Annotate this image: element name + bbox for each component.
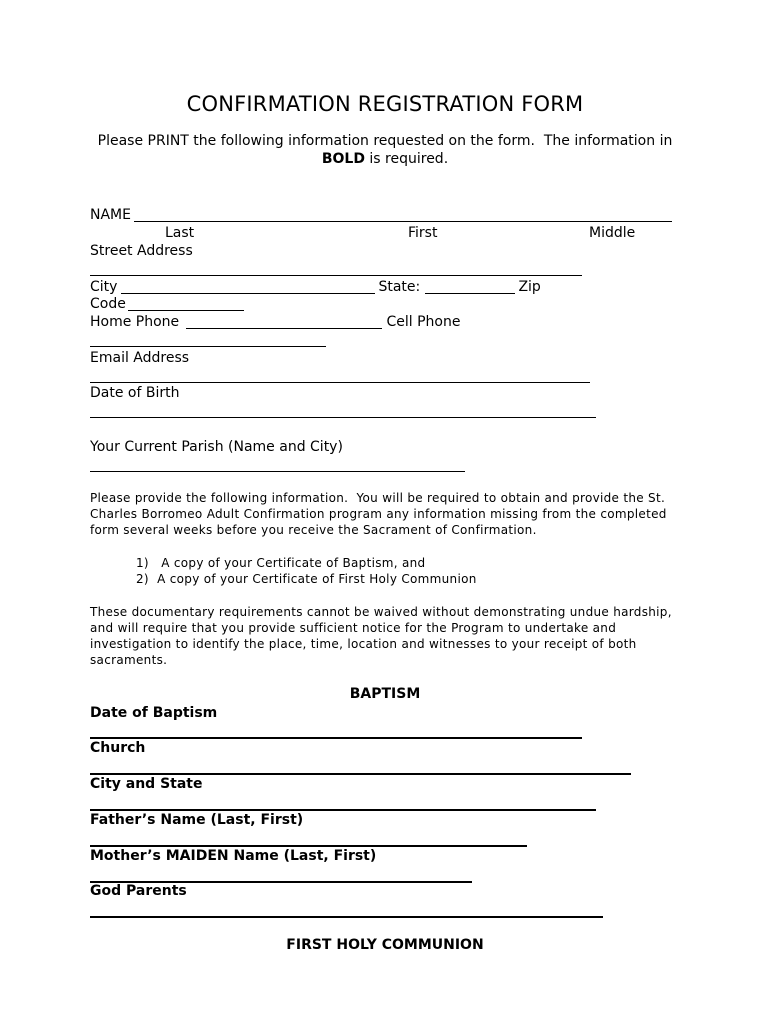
requirement-item-1: 1) A copy of your Certificate of Baptism, and xyxy=(136,556,426,570)
info-paragraph-1-line-2: Charles Borromeo Adult Confirmation program any information missing from the completed xyxy=(90,507,667,521)
baptism-city-state-field[interactable] xyxy=(90,809,596,811)
date-of-birth-field[interactable] xyxy=(90,417,596,418)
email-label: Email Address xyxy=(90,350,190,366)
name-label: NAME xyxy=(90,207,131,223)
date-of-birth-label: Date of Birth xyxy=(90,385,180,401)
city-label: City xyxy=(90,279,118,295)
state-label: State: xyxy=(374,279,425,295)
home-phone-field[interactable] xyxy=(186,328,382,329)
current-parish-label: Your Current Parish (Name and City) xyxy=(90,439,343,455)
cell-phone-field[interactable] xyxy=(90,346,326,347)
intro-required-text: is required. xyxy=(364,151,449,167)
god-parents-field[interactable] xyxy=(90,916,603,918)
god-parents-label: God Parents xyxy=(90,883,187,899)
intro-line-1: Please PRINT the following information requested on the form. The information in xyxy=(97,133,673,149)
baptism-heading: BAPTISM xyxy=(349,686,421,702)
intro-bold-word: BOLD xyxy=(321,151,365,167)
zip-code-field[interactable] xyxy=(128,310,244,311)
baptism-date-label: Date of Baptism xyxy=(90,705,218,721)
baptism-date-field[interactable] xyxy=(90,737,582,739)
page-title: CONFIRMATION REGISTRATION FORM xyxy=(186,92,584,116)
baptism-church-field[interactable] xyxy=(90,773,631,775)
info-paragraph-1-line-1: Please provide the following information. You will be required to obtain and provide the St. xyxy=(90,491,666,505)
city-field[interactable] xyxy=(121,293,375,294)
name-sublabel-middle: Middle xyxy=(589,225,636,241)
name-sublabel-first: First xyxy=(408,225,438,241)
zip-code-label: Code xyxy=(90,296,126,312)
first-holy-communion-heading: FIRST HOLY COMMUNION xyxy=(286,937,484,953)
mother-maiden-name-label: Mother’s MAIDEN Name (Last, First) xyxy=(90,848,377,864)
cell-phone-label: Cell Phone xyxy=(382,314,461,330)
home-phone-label: Home Phone xyxy=(90,314,184,330)
info-paragraph-2-line-4: sacraments. xyxy=(90,653,168,667)
street-address-field[interactable] xyxy=(90,275,582,276)
name-field[interactable] xyxy=(134,221,672,222)
info-paragraph-2-line-2: and will require that you provide sufficient notice for the Program to undertake and xyxy=(90,621,617,635)
intro-line-2 xyxy=(90,151,680,167)
state-field[interactable] xyxy=(425,293,515,294)
requirement-item-2: 2) A copy of your Certificate of First Holy Communion xyxy=(136,572,477,586)
name-sublabel-last: Last xyxy=(165,225,195,241)
father-name-field[interactable] xyxy=(90,845,527,847)
street-address-label: Street Address xyxy=(90,243,193,259)
email-field[interactable] xyxy=(90,382,590,383)
zip-label: Zip xyxy=(514,279,541,295)
baptism-city-state-label: City and State xyxy=(90,776,203,792)
current-parish-field[interactable] xyxy=(90,471,465,472)
info-paragraph-2-line-1: These documentary requirements cannot be waived without demonstrating undue hardship, xyxy=(90,605,672,619)
baptism-church-label: Church xyxy=(90,740,146,756)
father-name-label: Father’s Name (Last, First) xyxy=(90,812,304,828)
info-paragraph-2-line-3: investigation to identify the place, time, location and witnesses to your receipt of both xyxy=(90,637,637,651)
info-paragraph-1-line-3: form several weeks before you receive the Sacrament of Confirmation. xyxy=(90,523,537,537)
